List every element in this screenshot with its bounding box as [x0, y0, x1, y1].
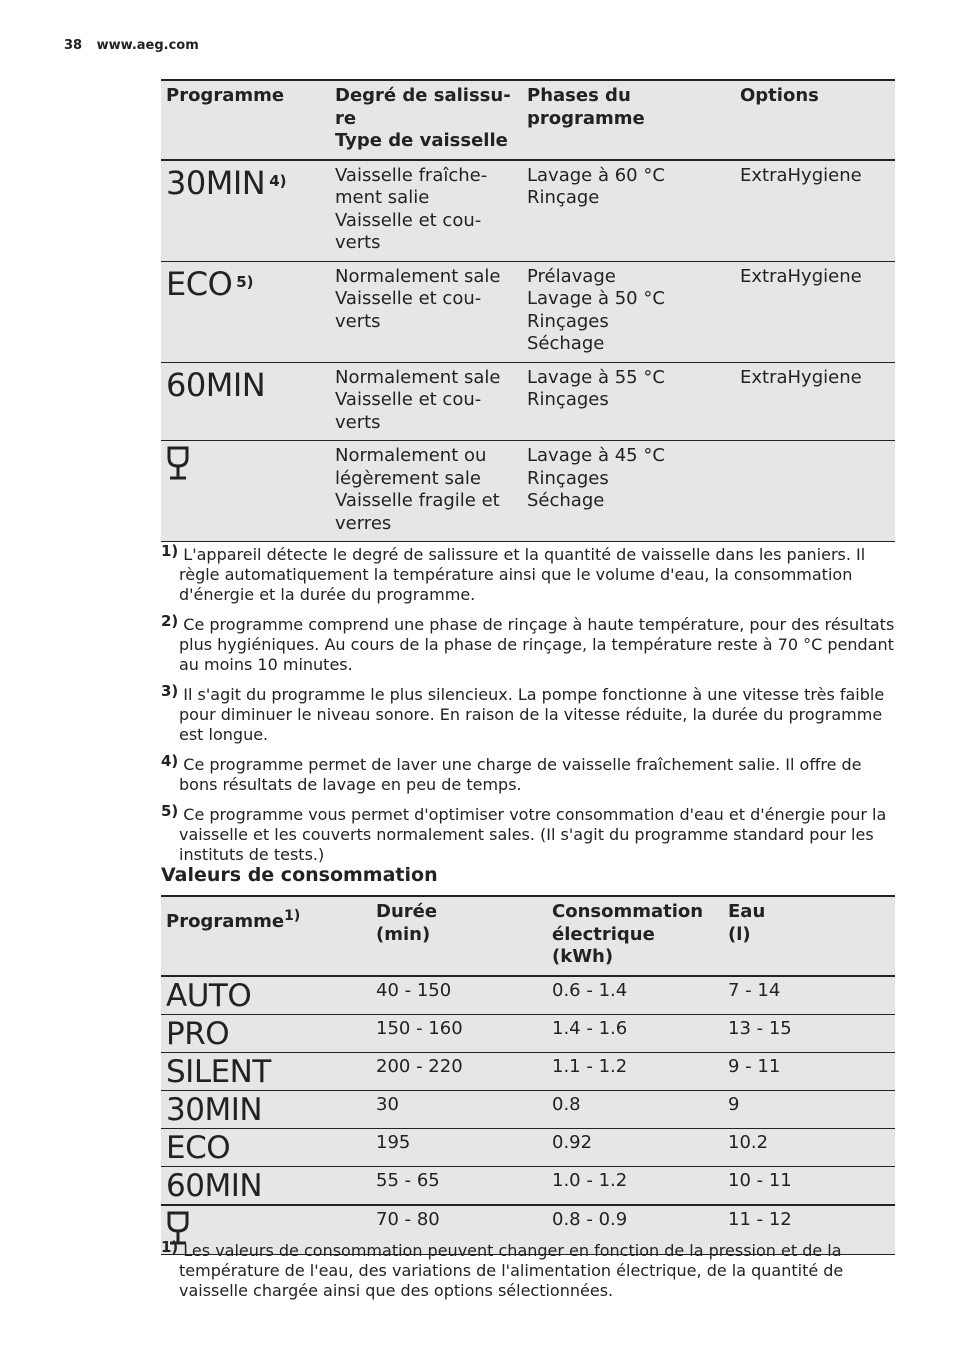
program-cell [161, 362, 330, 441]
duree-cell: 200 - 220 [371, 1052, 547, 1090]
cell-text: Vaisselle et cou- [335, 209, 482, 231]
cell-text: Vaisselle et cou- [335, 389, 482, 410]
degre-cell [330, 362, 522, 441]
footnote-text: Ce programme comprend une phase de rinçage à haute température, pour des résultats plus hygiéniques. Au cours de la phase de rinçage, la température reste à 70 °C pendant au moins 10 minutes. [179, 615, 895, 674]
header-degre [330, 80, 522, 160]
cell-text: Lavage à 45 °C [527, 445, 665, 466]
header-text: programme [527, 107, 645, 129]
footnote-text: Les valeurs de consommation peuvent changer en fonction de la pression et de la température de l'eau, des variations de l'alimentation électrique, de la quantité de vaisselle chargée ainsi que des options sélectionnées. [179, 1241, 844, 1300]
duree-cell: 70 - 80 [371, 1205, 547, 1255]
header-options: Options [735, 80, 895, 160]
eau-cell: 7 - 14 [723, 976, 895, 1015]
site-url: www.aeg.com [96, 38, 199, 53]
conso-cell: 1.1 - 1.2 [547, 1052, 723, 1090]
program-label: ECO [166, 264, 233, 303]
conso-cell: 0.6 - 1.4 [547, 976, 723, 1015]
eau-cell: 10.2 [723, 1128, 895, 1166]
eau-cell: 9 - 11 [723, 1052, 895, 1090]
footnote-mark: 1) [161, 542, 179, 560]
phases-cell [522, 160, 735, 262]
cell-text: Normalement ou [335, 445, 487, 466]
conso-cell: 0.8 - 0.9 [547, 1205, 723, 1255]
header-conso [547, 896, 723, 976]
degre-cell [330, 261, 522, 362]
footnote-text: L'appareil détecte le degré de salissure et la quantité de vaisselle dans les paniers. Il règle automatiquement la température ainsi que le volume d'eau, la consommation d'énergie et la durée du programme. [179, 545, 866, 604]
phases-cell [522, 261, 735, 362]
footnote [161, 1237, 896, 1301]
phases-cell [522, 441, 735, 542]
section-title: Valeurs de consommation [161, 864, 438, 886]
options-cell: ExtraHygiene [735, 160, 895, 262]
program-cell [161, 976, 371, 1015]
program-cell [161, 1052, 371, 1090]
degre-cell [330, 441, 522, 542]
program-label: 60MIN [166, 365, 266, 404]
footnote-mark: 5) [161, 802, 179, 820]
programme-table [161, 79, 895, 542]
cell-text: Vaisselle et cou- [335, 288, 482, 309]
cell-text: Normalement sale [335, 265, 501, 287]
footnotes-consumption [161, 1237, 896, 1307]
program-cell [161, 441, 330, 542]
footnote [161, 611, 896, 675]
header-text: électrique [552, 923, 655, 945]
program-label: 30MIN [166, 1091, 263, 1128]
program-cell [161, 261, 330, 362]
header-text: (min) [376, 923, 431, 945]
header-text: (l) [728, 923, 751, 945]
program-label: SILENT [166, 1053, 271, 1090]
options-cell [735, 441, 895, 542]
table-row [161, 976, 895, 1015]
footnote [161, 751, 896, 795]
table-row [161, 1014, 895, 1052]
cell-text: Lavage à 50 °C [527, 288, 665, 309]
table-row [161, 1052, 895, 1090]
cell-text: Rinçages [527, 389, 609, 410]
header-programme [161, 896, 371, 976]
duree-cell: 55 - 65 [371, 1166, 547, 1205]
program-cell [161, 1090, 371, 1128]
program-cell [161, 1166, 371, 1205]
duree-cell: 30 [371, 1090, 547, 1128]
cell-text: Rinçage [527, 187, 600, 208]
header-programme: Programme [161, 80, 330, 160]
footnote-ref: 5) [236, 272, 254, 291]
footnote-text: Ce programme vous permet d'optimiser votre consommation d'eau et d'énergie pour la vaisselle et les couverts normalement sales. (Il s'agit du programme standard pour les instituts de tests.) [179, 805, 887, 864]
program-60min [166, 366, 265, 404]
header-text: Durée [376, 901, 438, 922]
footnote [161, 801, 896, 865]
cell-text: verts [335, 232, 381, 253]
header-duree [371, 896, 547, 976]
table-row [161, 441, 895, 542]
cell-text: Normalement sale [335, 366, 501, 388]
cell-text: Séchage [527, 490, 605, 511]
header-phases [522, 80, 735, 160]
program-cell [161, 1014, 371, 1052]
program-label: ECO [166, 1129, 231, 1166]
footnote-mark: 3) [161, 682, 179, 700]
degre-cell [330, 160, 522, 262]
options-cell: ExtraHygiene [735, 261, 895, 362]
conso-cell: 0.8 [547, 1090, 723, 1128]
options-cell: ExtraHygiene [735, 362, 895, 441]
cell-text: Rinçages [527, 310, 609, 332]
page-number: 38 [64, 38, 83, 53]
eau-cell: 13 - 15 [723, 1014, 895, 1052]
program-cell [161, 1128, 371, 1166]
cell-text: Prélavage [527, 265, 616, 287]
header-eau [723, 896, 895, 976]
table-header-row [161, 896, 895, 976]
table-row [161, 1090, 895, 1128]
page-header [64, 38, 199, 53]
consumption-table [161, 895, 895, 1255]
program-cell [161, 160, 330, 262]
cell-text: Vaisselle fragile et [335, 490, 500, 511]
table-row [161, 362, 895, 441]
table-row [161, 160, 895, 262]
cell-text: verts [335, 310, 381, 332]
footnote-mark: 1) [161, 1238, 179, 1256]
cell-text: verres [335, 512, 392, 534]
table-row [161, 1166, 895, 1205]
footnote [161, 541, 896, 605]
header-text: Phases du [527, 85, 631, 106]
cell-text: Rinçages [527, 467, 609, 489]
conso-cell: 1.0 - 1.2 [547, 1166, 723, 1205]
header-text: Consommation [552, 901, 704, 922]
program-30min [166, 164, 287, 202]
cell-text: Lavage à 60 °C [527, 164, 665, 186]
duree-cell: 195 [371, 1128, 547, 1166]
header-text: Type de vaisselle [335, 130, 508, 151]
wine-glass-icon [166, 445, 190, 481]
conso-cell: 0.92 [547, 1128, 723, 1166]
duree-cell: 40 - 150 [371, 976, 547, 1015]
table-header-row [161, 80, 895, 160]
footnote [161, 681, 896, 745]
footnote-mark: 2) [161, 612, 179, 630]
header-text: Programme [166, 911, 285, 932]
footnote-mark: 4) [161, 752, 179, 770]
footnote-ref: 4) [269, 171, 287, 190]
footnote-text: Ce programme permet de laver une charge de vaisselle fraîchement salie. Il offre de bons résultats de lavage en peu de temps. [179, 755, 862, 794]
footnote-ref: 1) [284, 908, 301, 924]
program-label: PRO [166, 1015, 230, 1052]
header-text: Eau [728, 901, 766, 922]
header-text: Degré de salissu- [335, 85, 511, 106]
cell-text: verts [335, 411, 381, 433]
program-label: 60MIN [166, 1167, 263, 1204]
table-row [161, 261, 895, 362]
header-text: (kWh) [552, 946, 614, 967]
footnote-text: Il s'agit du programme le plus silencieux. La pompe fonctionne à une vitesse très faible pour diminuer le niveau sonore. En raison de la vitesse réduite, la durée du programme est longue. [179, 685, 885, 744]
cell-text: ment salie [335, 187, 430, 208]
phases-cell [522, 362, 735, 441]
program-label: 30MIN [166, 163, 266, 202]
program-eco [166, 265, 254, 303]
eau-cell: 10 - 11 [723, 1166, 895, 1205]
conso-cell: 1.4 - 1.6 [547, 1014, 723, 1052]
cell-text: légèrement sale [335, 467, 481, 489]
eau-cell: 9 [723, 1090, 895, 1128]
footnotes [161, 541, 896, 871]
cell-text: Vaisselle fraîche- [335, 164, 488, 186]
cell-text: Séchage [527, 333, 605, 354]
program-label: AUTO [166, 977, 252, 1014]
duree-cell: 150 - 160 [371, 1014, 547, 1052]
cell-text: Lavage à 55 °C [527, 366, 665, 388]
header-text: re [335, 107, 357, 129]
eau-cell: 11 - 12 [723, 1205, 895, 1255]
table-row [161, 1128, 895, 1166]
